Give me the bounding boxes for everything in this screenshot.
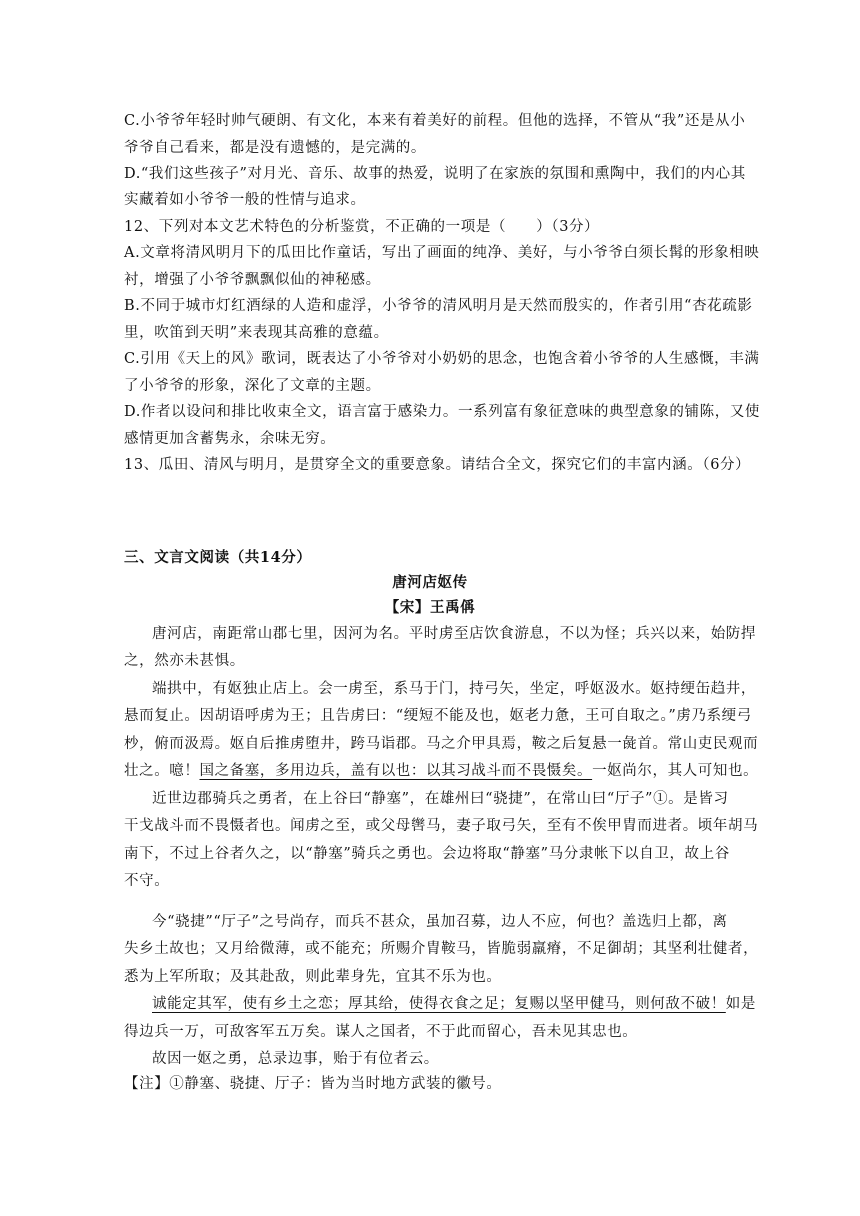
paragraph-4-line-3: 悉为上军所取；及其赴敌，则此辈身先，宜其不乐为也。 (124, 969, 502, 985)
footnote: 【注】①静塞、骁捷、厅子：皆为当时地方武装的徽号。 (124, 1076, 502, 1092)
paragraph-4-line-2: 失乡土故也；又月给微薄，或不能充；所赐介胄鞍马，皆脆弱羸瘠，不足御胡；其坚利壮健者， (124, 941, 759, 957)
q11-option-d-line-2: 实藏着如小爷爷一般的性情与追求。 (124, 192, 366, 208)
paragraph-2-line-3: 杪，俯而汲焉。妪自后推虏堕井，跨马诣郡。马之介甲具焉，鞍之后复悬一彘首。常山吏民观而 (124, 736, 759, 752)
paragraph-1-line-1: 唐河店，南距常山郡七里，因河为名。平时虏至店饮食游息，不以为怪；兵兴以来，始防捍 (152, 626, 756, 642)
underlined-sentence-2: 诚能定其军，使有乡土之恋；厚其给，使得衣食之足；复赐以坚甲健马，则何敌不破！ (152, 996, 726, 1012)
paragraph-3-line-2: 干戈战斗而不畏慑者也。闻虏之至，或父母辔马，妻子取弓矢，至有不俟甲胄而进者。顷年胡马 (124, 818, 759, 834)
essay-title: 唐河店妪传 (392, 574, 468, 591)
paragraph-3-line-4: 不守。 (124, 873, 170, 889)
paragraph-2-line-4-start: 壮之。噫！ (124, 763, 200, 779)
essay-author: 【宋】王禹偁 (384, 599, 476, 616)
paragraph-6: 故因一妪之勇，总录边事，贻于有位者云。 (152, 1051, 439, 1067)
q12-option-c-line-2: 了小爷爷的形象，深化了文章的主题。 (124, 378, 381, 394)
q12-option-c-line-1: C.引用《天上的风》歌词，既表达了小爷爷对小奶奶的思念，也饱含着小爷爷的人生感慨，丰满 (124, 351, 760, 367)
paragraph-5-line-1-end: 如是 (725, 996, 756, 1012)
q12-option-d-line-2: 感情更加含蓄隽永，余味无穷。 (124, 431, 336, 447)
section-3-heading: 三、文言文阅读（共14分） (124, 549, 312, 566)
q12-option-b-line-2: 里，吹笛到天明”来表现其高雅的意蕴。 (124, 325, 389, 341)
paragraph-2-line-4 (124, 761, 758, 781)
q11-option-d-line-1: D.“我们这些孩子”对月光、音乐、故事的热爱，说明了在家族的氛围和熏陶中，我们的内心其 (124, 166, 746, 182)
paragraph-5-line-2: 得边兵一万，可敌客军五万矣。谋人之国者，不于此而留心，吾未见其忠也。 (124, 1024, 638, 1040)
q12-option-a-line-2: 衬，增强了小爷爷飘飘似仙的神秘感。 (124, 272, 381, 288)
paragraph-2-line-2: 悬而复止。因胡语呼虏为王；且告虏曰：“绠短不能及也，妪老力惫，王可自取之。”虏乃系绠弓 (124, 708, 752, 724)
question-12: 12、下列对本文艺术特色的分析鉴赏，不正确的一项是（ ）（3分） (124, 219, 600, 235)
paragraph-3-line-3: 南下，不过上谷者久之，以“静塞”骑兵之勇也。会边将取“静塞”马分隶帐下以自卫，故上谷 (124, 846, 730, 862)
paragraph-2-line-4-end: 一妪尚尔，其人可知也。 (592, 763, 759, 779)
paragraph-4-line-1: 今“骁捷”“厅子”之号尚存，而兵不甚众，虽加召募，边人不应，何也？盖选归上都，离 (152, 914, 728, 930)
q11-option-c-line-1: C.小爷爷年轻时帅气硬朗、有文化，本来有着美好的前程。但他的选择，不管从“我”还是从小 (124, 113, 746, 129)
q11-option-c-line-2: 爷爷自己看来，都是没有遗憾的，是完满的。 (124, 140, 426, 156)
q12-option-d-line-1: D.作者以设问和排比收束全文，语言富于感染力。一系列富有象征意味的典型意象的铺陈，又使 (124, 404, 761, 420)
paragraph-2-line-1: 端拱中，有妪独止店上。会一虏至，系马于门，持弓矢，坐定，呼妪汲水。妪持绠缶趋井， (152, 681, 756, 697)
question-13: 13、瓜田、清风与明月，是贯穿全文的重要意象。请结合全文，探究它们的丰富内涵。（6分） (124, 457, 751, 473)
paragraph-3-line-1: 近世边郡骑兵之勇者，在上谷曰“静塞”，在雄州曰“骁捷”，在常山曰“厅子”①。是皆习 (152, 791, 729, 807)
q12-option-a-line-1: A.文章将清风明月下的瓜田比作童话，写出了画面的纯净、美好，与小爷爷白须长髯的形象相映 (124, 245, 760, 261)
paragraph-1-line-2: 之，然亦未甚惧。 (124, 653, 245, 669)
q12-option-b-line-1: B.不同于城市灯红酒绿的人造和虚浮，小爷爷的清风明月是天然而殷实的，作者引用“杏花疏影 (124, 298, 753, 314)
paragraph-5-line-1 (152, 994, 756, 1014)
underlined-sentence-1: 国之备塞，多用边兵，盖有以也：以其习战斗而不畏慑矣。 (199, 763, 593, 779)
